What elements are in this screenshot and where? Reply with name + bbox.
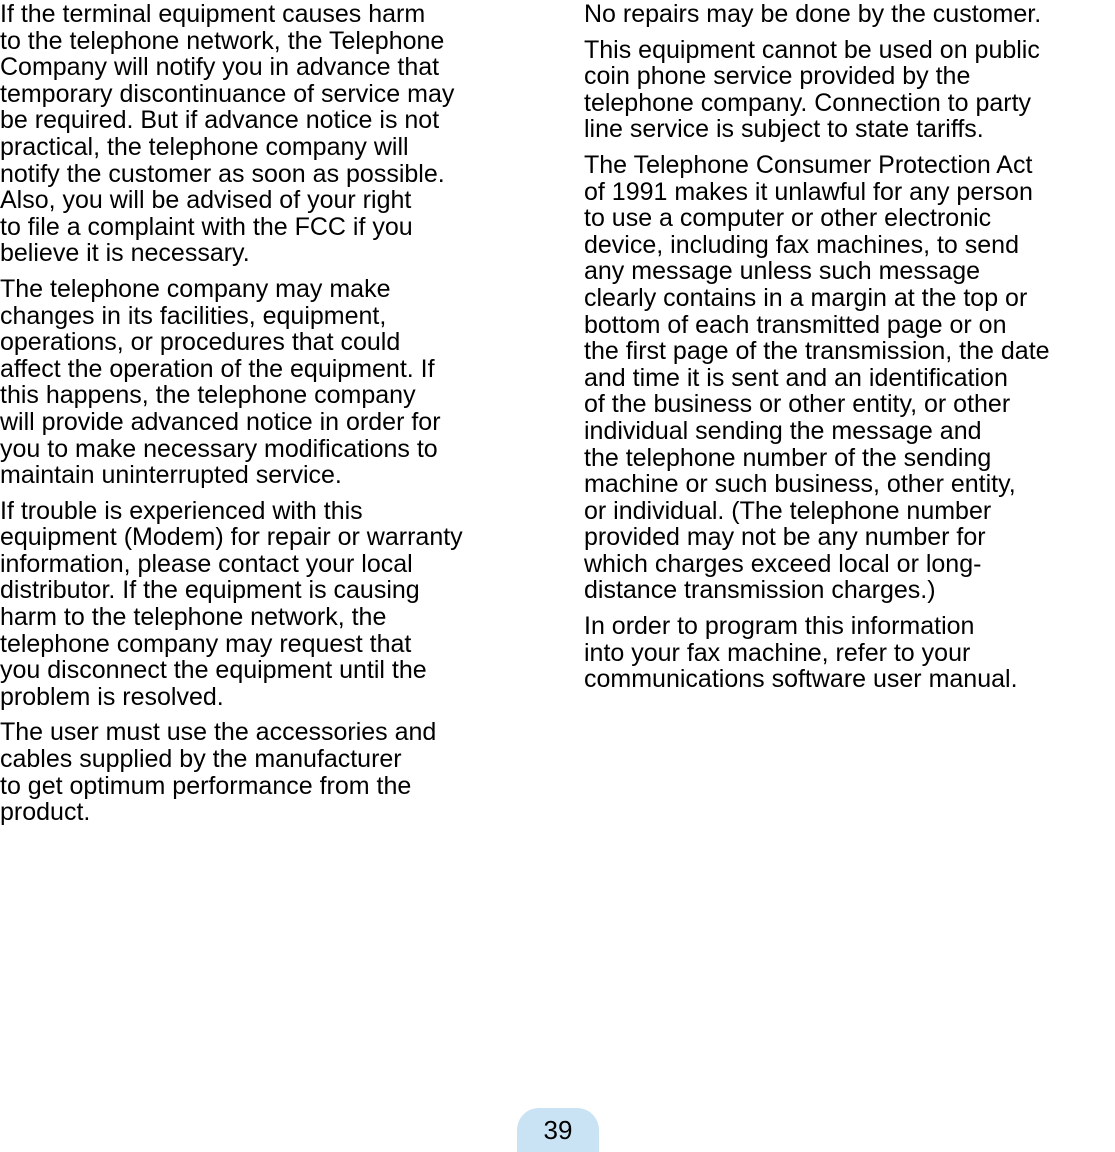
paragraph-no-repairs: No repairs may be done by the customer. xyxy=(584,0,1042,28)
paragraph-trouble-repair: If trouble is experienced with this equipment (Modem) for repair or warranty information, please contact your local distributor. If the equipment is causing harm to the telephone network, the telephone company may request that you disconnect the equipment until the problem is resolved. xyxy=(0,496,463,711)
paragraph-terminal-harm: If the terminal equipment causes harm to the telephone network, the Telephone Company will notify you in advance that temporary discontinuance of service may be required. But if advance notice is not practical, the telephone company will notify the customer as soon as possible. Also, you will be advised of your right to file a complaint with the FCC if you believe it is necessary. xyxy=(0,0,455,268)
page-number: 39 xyxy=(517,1108,599,1152)
paragraph-fax-programming: In order to program this information into your fax machine, refer to your communications software user manual. xyxy=(584,612,1018,694)
right-column xyxy=(584,0,1115,702)
paragraph-facility-changes: The telephone company may make changes in its facilities, equipment, operations, or procedures that could affect the operation of the equipment. If this happens, the telephone company will provide advanced notice in order for you to make necessary modifications to maintain uninterrupted service. xyxy=(0,274,441,490)
paragraph-coin-phone: This equipment cannot be used on public coin phone service provided by the telephone company. Connection to party line service is subject to state tariffs. xyxy=(584,35,1040,144)
paragraph-accessories: The user must use the accessories and cables supplied by the manufacturer to get optimum performance from the product. xyxy=(0,718,437,827)
left-column xyxy=(0,0,545,835)
paragraph-tcpa: The Telephone Consumer Protection Act of 1991 makes it unlawful for any person to use a computer or other electronic device, including fax machines, to send any message unless such message clearly contains in a margin at the top or bottom of each transmitted page or on the first page of the transmission, the date and time it is sent and an identification of the business or other entity, or other individual sending the message and the telephone number of the sending machine or such business, other entity, or individual. (The telephone number provided may not be any number for which charges exceed local or long- distance transmission charges.) xyxy=(584,150,1050,605)
